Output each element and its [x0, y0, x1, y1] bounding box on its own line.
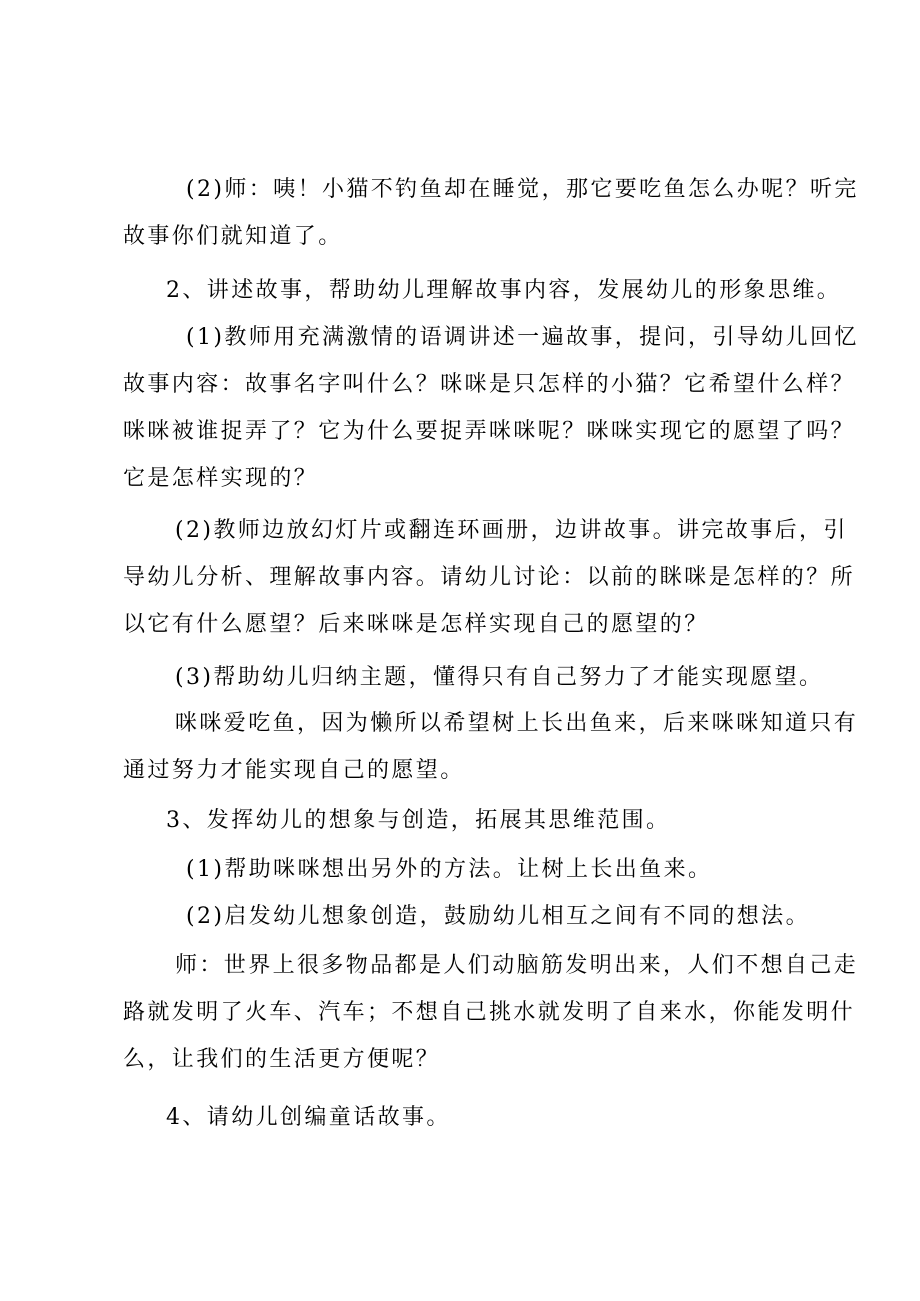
text-line: (2)教师边放幻灯片或翻连环画册，边讲故事。讲完故事后，引	[175, 518, 848, 543]
text-line: 咪咪爱吃鱼，因为懒所以希望树上长出鱼来，后来咪咪知道只有	[175, 711, 859, 736]
text-line: 路就发明了火车、汽车；不想自己挑水就发明了自来水，你能发明什	[123, 1000, 856, 1025]
paragraph-step-3-1	[0, 846, 920, 893]
text-line: (1)帮助咪咪想出另外的方法。让树上长出鱼来。	[186, 857, 713, 882]
text-line: 4、请幼儿创编童话故事。	[166, 1105, 451, 1130]
paragraph-section-4-heading	[0, 1094, 920, 1141]
paragraph-section-3-heading	[0, 797, 920, 844]
text-line: 2、讲述故事，帮助幼儿理解故事内容，发展幼儿的形象思维。	[166, 278, 842, 303]
paragraph-teacher-question	[0, 942, 920, 1083]
paragraph-step-2-2	[0, 507, 920, 648]
paragraph-step-2-3	[0, 654, 920, 701]
text-line: (3)帮助幼儿归纳主题，懂得只有自己努力了才能实现愿望。	[175, 665, 824, 690]
text-line: 以它有什么愿望？后来咪咪是怎样实现自己的愿望的？	[123, 612, 709, 637]
paragraph-step-2-1	[0, 314, 920, 502]
text-line: 通过努力才能实现自己的愿望。	[123, 758, 465, 783]
paragraph-teacher-intro	[0, 166, 920, 260]
paragraph-theme-summary	[0, 700, 920, 794]
text-line: (2)启发幼儿想象创造，鼓励幼儿相互之间有不同的想法。	[186, 904, 810, 929]
text-line: 故事内容：故事名字叫什么？咪咪是只怎样的小猫？它希望什么样？	[123, 372, 856, 397]
text-line: 它是怎样实现的？	[123, 466, 319, 491]
text-line: 师：世界上很多物品都是人们动脑筋发明出来，人们不想自己走	[175, 953, 859, 978]
text-line: 么，让我们的生活更方便呢？	[123, 1047, 441, 1072]
text-line: 3、发挥幼儿的想象与创造，拓展其思维范围。	[166, 808, 671, 833]
paragraph-section-2-heading	[0, 267, 920, 314]
text-line: (2)师：咦！小猫不钓鱼却在睡觉，那它要吃鱼怎么办呢？听完	[186, 177, 859, 202]
text-line: 故事你们就知道了。	[123, 224, 343, 249]
text-line: (1)教师用充满激情的语调讲述一遍故事，提问，引导幼儿回忆	[186, 325, 859, 350]
text-line: 导幼儿分析、理解故事内容。请幼儿讨论：以前的眯咪是怎样的？所	[123, 565, 856, 590]
paragraph-step-3-2	[0, 893, 920, 940]
text-line: 咪咪被谁捉弄了？它为什么要捉弄咪咪呢？咪咪实现它的愿望了吗？	[123, 419, 856, 444]
